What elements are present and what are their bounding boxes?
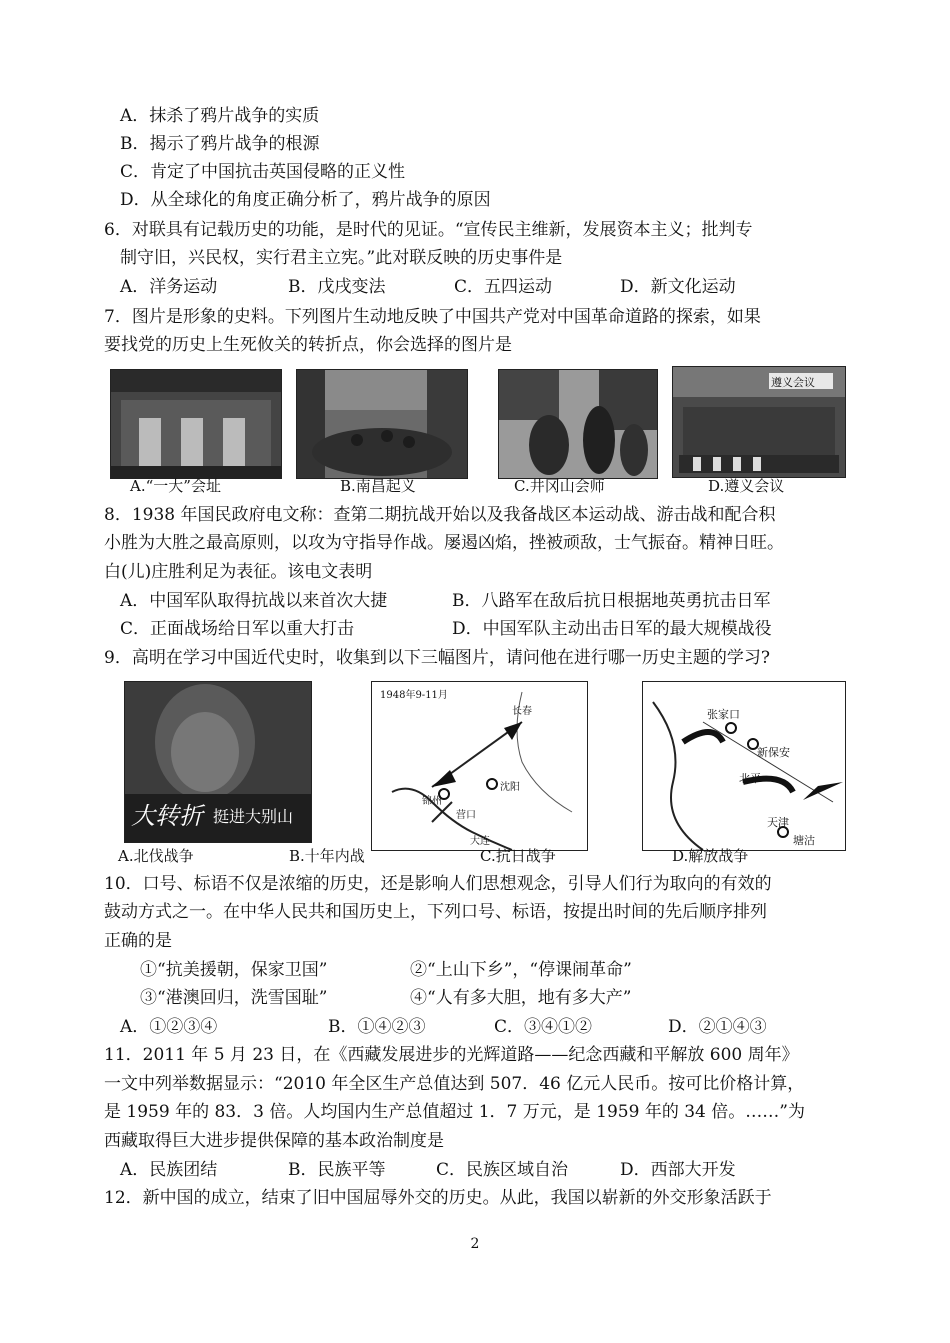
- map-pingjin-campaign: [642, 681, 846, 851]
- q8-option-a: A．中国军队取得抗战以来首次大捷: [120, 591, 388, 611]
- map2-city: 长春: [512, 706, 532, 717]
- q6-option-d: D．新文化运动: [620, 277, 736, 297]
- q10-option-c: C．③④①②: [494, 1017, 593, 1037]
- map2-city: 营口: [456, 810, 476, 821]
- q9-caption-c: C.抗日战争: [480, 847, 556, 865]
- q8-option-d: D．中国军队主动出击日军的最大规模战役: [452, 619, 772, 639]
- poster-grand-turning-point: [124, 681, 312, 843]
- q10-item-4: ④“人有多大胆，地有多大产”: [410, 988, 632, 1008]
- q11-line-3: 是 1959 年的 83．3 倍。人均国内生产总值超过 1．7 万元，是 1959 年的 34 倍。……”为: [104, 1102, 805, 1122]
- q10-item-2: ②“上山下乡”，“停课闹革命”: [410, 960, 632, 980]
- q11-option-c: C．民族区域自治: [436, 1160, 569, 1180]
- q11-option-a: A．民族团结: [120, 1160, 218, 1180]
- q5-option-d: D．从全球化的角度正确分析了，鸦片战争的原因: [120, 190, 491, 210]
- q7-caption-d: D.遵义会议: [708, 477, 785, 495]
- map2-city: 沈阳: [500, 782, 520, 793]
- photo-jinggangshan-meeting: [498, 369, 658, 479]
- q10-item-1: ①“抗美援朝，保家卫国”: [140, 960, 328, 980]
- page-number: 2: [470, 1236, 480, 1252]
- q11-line-1: 11．2011 年 5 月 23 日，在《西藏发展进步的光辉道路——纪念西藏和平解放 600 周年》: [104, 1045, 799, 1065]
- poster-subtitle: 挺进大别山: [213, 807, 294, 826]
- zunyi-sign-text: 遵义会议: [771, 376, 815, 389]
- q6-line-2: 制守旧，兴民权，实行君主立宪。”此对联反映的历史事件是: [120, 248, 563, 268]
- q7-line-1: 7．图片是形象的史料。下列图片生动地反映了中国共产党对中国革命道路的探索，如果: [104, 307, 761, 327]
- q8-option-b: B．八路军在敌后抗日根据地英勇抗击日军: [452, 591, 771, 611]
- map2-city: 大连: [470, 836, 490, 847]
- q9-caption-a: A.北伐战争: [118, 847, 194, 865]
- poster-title: 大转折: [131, 802, 203, 830]
- photo-zunyi-meeting: [672, 366, 846, 478]
- q9-caption-d: D.解放战争: [672, 847, 749, 865]
- q5-option-b: B．揭示了鸦片战争的根源: [120, 134, 320, 154]
- q8-line-3: 白(儿)庄胜利足为表征。该电文表明: [104, 562, 373, 582]
- q10-option-a: A．①②③④: [120, 1017, 218, 1037]
- q10-item-3: ③“港澳回归，洗雪国耻”: [140, 988, 328, 1008]
- q11-line-4: 西藏取得巨大进步提供保障的基本政治制度是: [104, 1131, 444, 1151]
- photo-nanchang-uprising: [296, 369, 468, 479]
- map2-city: 锦州: [422, 796, 442, 807]
- map3-city: 张家口: [707, 708, 740, 721]
- photo-first-congress-site: [110, 369, 282, 479]
- q11-option-b: B．民族平等: [288, 1160, 386, 1180]
- q8-line-2: 小胜为大胜之最高原则，以攻为守指导作战。屡遏凶焰，挫被顽敌，士气振奋。精神日旺。: [104, 533, 784, 553]
- q6-line-1: 6．对联具有记载历史的功能，是时代的见证。“宣传民主维新，发展资本主义；批判专: [104, 220, 753, 240]
- q7-line-2: 要找党的历史上生死攸关的转折点，你会选择的图片是: [104, 335, 512, 355]
- q6-option-b: B．戊戌变法: [288, 277, 386, 297]
- q10-option-d: D．②①④③: [668, 1017, 767, 1037]
- q11-option-d: D．西部大开发: [620, 1160, 736, 1180]
- map3-city: 塘沽: [793, 834, 815, 847]
- map3-city: 天津: [767, 816, 789, 829]
- q8-line-1: 8．1938 年国民政府电文称：查第二期抗战开始以及我备战区本运动战、游击战和配合积: [104, 505, 776, 525]
- map-liaoshen-campaign: [371, 681, 588, 851]
- map2-header: 1948年9-11月: [380, 690, 448, 701]
- q5-option-c: C．肯定了中国抗击英国侵略的正义性: [120, 162, 406, 182]
- map3-city: 北平: [739, 772, 761, 785]
- q7-caption-b: B.南昌起义: [340, 477, 416, 495]
- q5-option-a: A．抹杀了鸦片战争的实质: [120, 106, 320, 126]
- q12-line-1: 12．新中国的成立，结束了旧中国屈辱外交的历史。从此，我国以崭新的外交形象活跃于: [104, 1188, 772, 1208]
- q7-caption-c: C.井冈山会师: [514, 477, 605, 495]
- q6-option-c: C．五四运动: [454, 277, 553, 297]
- q10-line-2: 鼓动方式之一。在中华人民共和国历史上，下列口号、标语，按提出时间的先后顺序排列: [104, 902, 767, 922]
- q11-line-2: 一文中列举数据显示：“2010 年全区生产总值达到 507．46 亿元人民币。按可比价格计算，: [104, 1074, 805, 1094]
- q10-line-1: 10．口号、标语不仅是浓缩的历史，还是影响人们思想观念，引导人们行为取向的有效的: [104, 874, 772, 894]
- map3-city: 新保安: [757, 746, 790, 759]
- q9-caption-b: B.十年内战: [289, 847, 365, 865]
- q7-caption-a: A.“一大”会址: [130, 477, 221, 495]
- q10-option-b: B．①④②③: [328, 1017, 426, 1037]
- q9-line-1: 9．高明在学习中国近代史时，收集到以下三幅图片，请问他在进行哪一历史主题的学习?: [104, 648, 770, 668]
- q6-option-a: A．洋务运动: [120, 277, 218, 297]
- q10-line-3: 正确的是: [104, 931, 172, 951]
- q8-option-c: C．正面战场给日军以重大打击: [120, 619, 355, 639]
